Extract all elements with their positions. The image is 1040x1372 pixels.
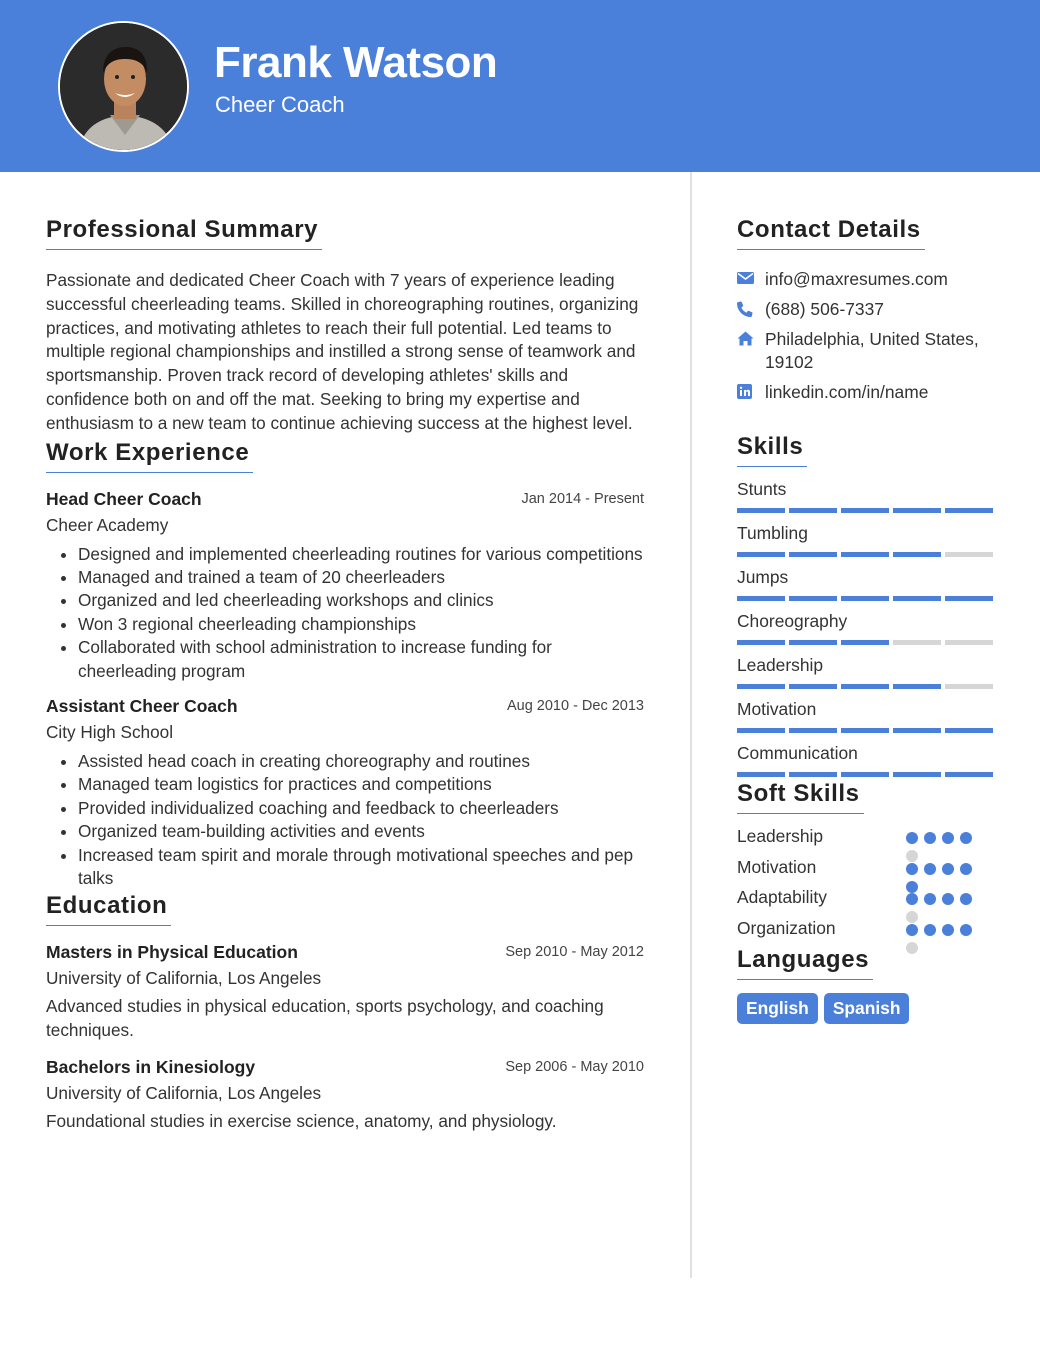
experience-section — [46, 439, 644, 891]
main-column — [46, 172, 644, 1134]
job-bullets — [46, 750, 644, 890]
skill-level-segment — [893, 772, 941, 777]
list-item: • Assisted head coach in creating choreography and routines — [78, 750, 644, 773]
education-entry — [46, 1057, 644, 1134]
rating-dot — [924, 863, 936, 875]
home-icon — [737, 328, 765, 346]
experience-heading: Work Experience — [46, 439, 253, 473]
envelope-icon — [737, 268, 765, 285]
skill-level-segment — [841, 596, 889, 601]
sidebar-column — [737, 172, 993, 1024]
job-entry — [46, 696, 644, 890]
list-item: • Designed and implemented cheerleading routines for various competitions — [78, 543, 644, 566]
rating-dot — [906, 863, 918, 875]
list-item: • Managed and trained a team of 20 cheerleaders — [78, 566, 644, 589]
skill-level-segment — [841, 552, 889, 557]
candidate-title: Cheer Coach — [215, 92, 345, 117]
skill-level-segment — [841, 684, 889, 689]
skill-level-bar — [737, 728, 993, 733]
job-date: Jan 2014 - Present — [521, 490, 644, 507]
skill-level-segment — [841, 508, 889, 513]
language-tag: Spanish — [824, 993, 910, 1024]
soft-skills-heading: Soft Skills — [737, 780, 864, 814]
skill-item — [737, 699, 993, 733]
skill-level-segment — [789, 596, 837, 601]
rating-dot — [906, 893, 918, 905]
candidate-name: Frank Watson — [214, 38, 498, 87]
skill-item — [737, 479, 993, 513]
linkedin-icon — [737, 381, 765, 399]
skill-level-bar — [737, 596, 993, 601]
skill-level-segment — [737, 552, 785, 557]
skill-level-segment — [789, 640, 837, 645]
rating-dot — [942, 832, 954, 844]
skill-level-segment — [841, 728, 889, 733]
education-description: Foundational studies in exercise science, anatomy, and physiology. — [46, 1111, 557, 1132]
skill-level-segment — [893, 728, 941, 733]
skill-level-segment — [737, 596, 785, 601]
skill-level-segment — [737, 508, 785, 513]
skill-level-segment — [945, 684, 993, 689]
contact-address — [737, 328, 993, 374]
skill-level-bar — [737, 684, 993, 689]
profile-photo — [58, 21, 189, 152]
soft-skill-item — [737, 857, 993, 888]
rating-dot — [942, 863, 954, 875]
soft-skill-rating — [906, 924, 982, 954]
soft-skill-name: Adaptability — [737, 887, 827, 907]
rating-dot — [960, 893, 972, 905]
skill-item — [737, 743, 993, 777]
language-list — [737, 993, 993, 1024]
skill-level-segment — [893, 552, 941, 557]
rating-dot — [942, 924, 954, 936]
contact-phone[interactable] — [737, 298, 993, 321]
degree-title: Bachelors in Kinesiology — [46, 1057, 256, 1078]
rating-dot — [924, 924, 936, 936]
skill-level-segment — [841, 772, 889, 777]
column-divider — [690, 172, 692, 1278]
school-name: University of California, Los Angeles — [46, 1083, 322, 1104]
skill-level-segment — [737, 684, 785, 689]
linkedin-text: linkedin.com/in/name — [765, 382, 929, 402]
summary-heading: Professional Summary — [46, 216, 322, 250]
skill-name: Leadership — [737, 655, 824, 675]
skills-heading: Skills — [737, 433, 807, 467]
degree-title: Masters in Physical Education — [46, 942, 298, 963]
skill-level-bar — [737, 640, 993, 645]
rating-dot — [906, 942, 918, 954]
contact-email[interactable] — [737, 268, 993, 291]
skill-level-segment — [789, 728, 837, 733]
skill-level-segment — [945, 508, 993, 513]
skill-level-segment — [945, 728, 993, 733]
skill-level-segment — [789, 684, 837, 689]
job-date: Aug 2010 - Dec 2013 — [506, 698, 644, 715]
skill-level-bar — [737, 772, 993, 777]
skill-level-segment — [945, 640, 993, 645]
soft-skill-item — [737, 887, 993, 918]
languages-section — [737, 946, 993, 1024]
skill-name: Tumbling — [737, 523, 808, 543]
skill-level-segment — [893, 508, 941, 513]
skill-level-segment — [789, 552, 837, 557]
list-item: • Provided individualized coaching and feedback to cheerleaders — [78, 797, 644, 820]
phone-text: (688) 506-7337 — [765, 299, 884, 319]
list-item: • Organized team-building activities and events — [78, 820, 644, 843]
education-date: Sep 2006 - May 2010 — [505, 1059, 644, 1076]
skill-name: Stunts — [737, 479, 787, 499]
skill-level-segment — [893, 684, 941, 689]
soft-skills-list — [737, 826, 993, 948]
job-title: Head Cheer Coach — [46, 488, 202, 509]
skill-level-segment — [737, 728, 785, 733]
job-organization: Cheer Academy — [46, 514, 169, 535]
contact-section — [737, 216, 993, 404]
list-item: • Organized and led cheerleading workshops and clinics — [78, 589, 644, 612]
list-item: • Increased team spirit and morale through motivational speeches and pep talks — [78, 844, 644, 891]
job-entry — [46, 489, 644, 683]
contact-linkedin[interactable] — [737, 381, 993, 404]
job-bullets — [46, 543, 644, 683]
skill-level-segment — [737, 772, 785, 777]
education-entry — [46, 942, 644, 1043]
rating-dot — [906, 924, 918, 936]
rating-dot — [960, 924, 972, 936]
skill-name: Motivation — [737, 699, 817, 719]
school-name: University of California, Los Angeles — [46, 968, 322, 989]
job-title: Assistant Cheer Coach — [46, 696, 238, 717]
skills-list — [737, 479, 993, 777]
skill-name: Jumps — [737, 567, 789, 587]
soft-skill-name: Motivation — [737, 856, 817, 877]
rating-dot — [960, 832, 972, 844]
skill-level-segment — [789, 508, 837, 513]
email-text: info@maxresumes.com — [765, 269, 948, 289]
soft-skill-name: Organization — [737, 917, 836, 938]
skill-level-segment — [945, 772, 993, 777]
rating-dot — [924, 832, 936, 844]
skill-name: Communication — [737, 743, 858, 763]
rating-dot — [924, 893, 936, 905]
language-tag: English — [737, 993, 818, 1024]
list-item: • Collaborated with school administration to increase funding for cheerleading program — [78, 636, 644, 683]
phone-icon — [737, 298, 765, 317]
skill-item — [737, 611, 993, 645]
header-banner — [0, 0, 1040, 172]
skill-level-segment — [789, 772, 837, 777]
soft-skills-section — [737, 780, 993, 948]
soft-skill-item — [737, 918, 993, 949]
soft-skill-name: Leadership — [737, 826, 824, 846]
education-heading: Education — [46, 892, 171, 926]
job-organization: City High School — [46, 722, 174, 743]
rating-dot — [906, 832, 918, 844]
education-date: Sep 2010 - May 2012 — [505, 944, 644, 961]
summary-text: Passionate and dedicated Cheer Coach with 7 years of experience leading successful cheerleading teams. Skilled in choreographing routines, organizing practices, and motivating athletes to reach their full potential. Led teams to multiple regional championships and instilled a strong sense of teamwork and sportsmanship. Proven track record of developing athletes' skills and confidence both on and off the mat. Seeking to bring my expertise and enthusiasm to a new team to continue achieving success at the highest level. — [46, 270, 639, 433]
languages-heading: Languages — [737, 946, 873, 980]
address-text: Philadelphia, United States, 19102 — [765, 329, 979, 372]
skill-level-segment — [893, 640, 941, 645]
skill-level-segment — [893, 596, 941, 601]
skill-level-segment — [737, 640, 785, 645]
skills-section — [737, 433, 993, 777]
skill-item — [737, 523, 993, 557]
education-section — [46, 892, 644, 1133]
rating-dot — [942, 893, 954, 905]
contact-heading: Contact Details — [737, 216, 925, 250]
rating-dot — [960, 863, 972, 875]
list-item: • Managed team logistics for practices and competitions — [78, 773, 644, 796]
skill-level-bar — [737, 552, 993, 557]
skill-item — [737, 567, 993, 601]
summary-section — [46, 216, 644, 436]
skill-level-segment — [945, 552, 993, 557]
education-description: Advanced studies in physical education, sports psychology, and coaching techniques. — [46, 996, 604, 1041]
skill-name: Choreography — [737, 611, 848, 631]
list-item: • Won 3 regional cheerleading championships — [78, 613, 644, 636]
soft-skill-item — [737, 826, 993, 857]
skill-item — [737, 655, 993, 689]
skill-level-segment — [841, 640, 889, 645]
skill-level-segment — [945, 596, 993, 601]
skill-level-bar — [737, 508, 993, 513]
